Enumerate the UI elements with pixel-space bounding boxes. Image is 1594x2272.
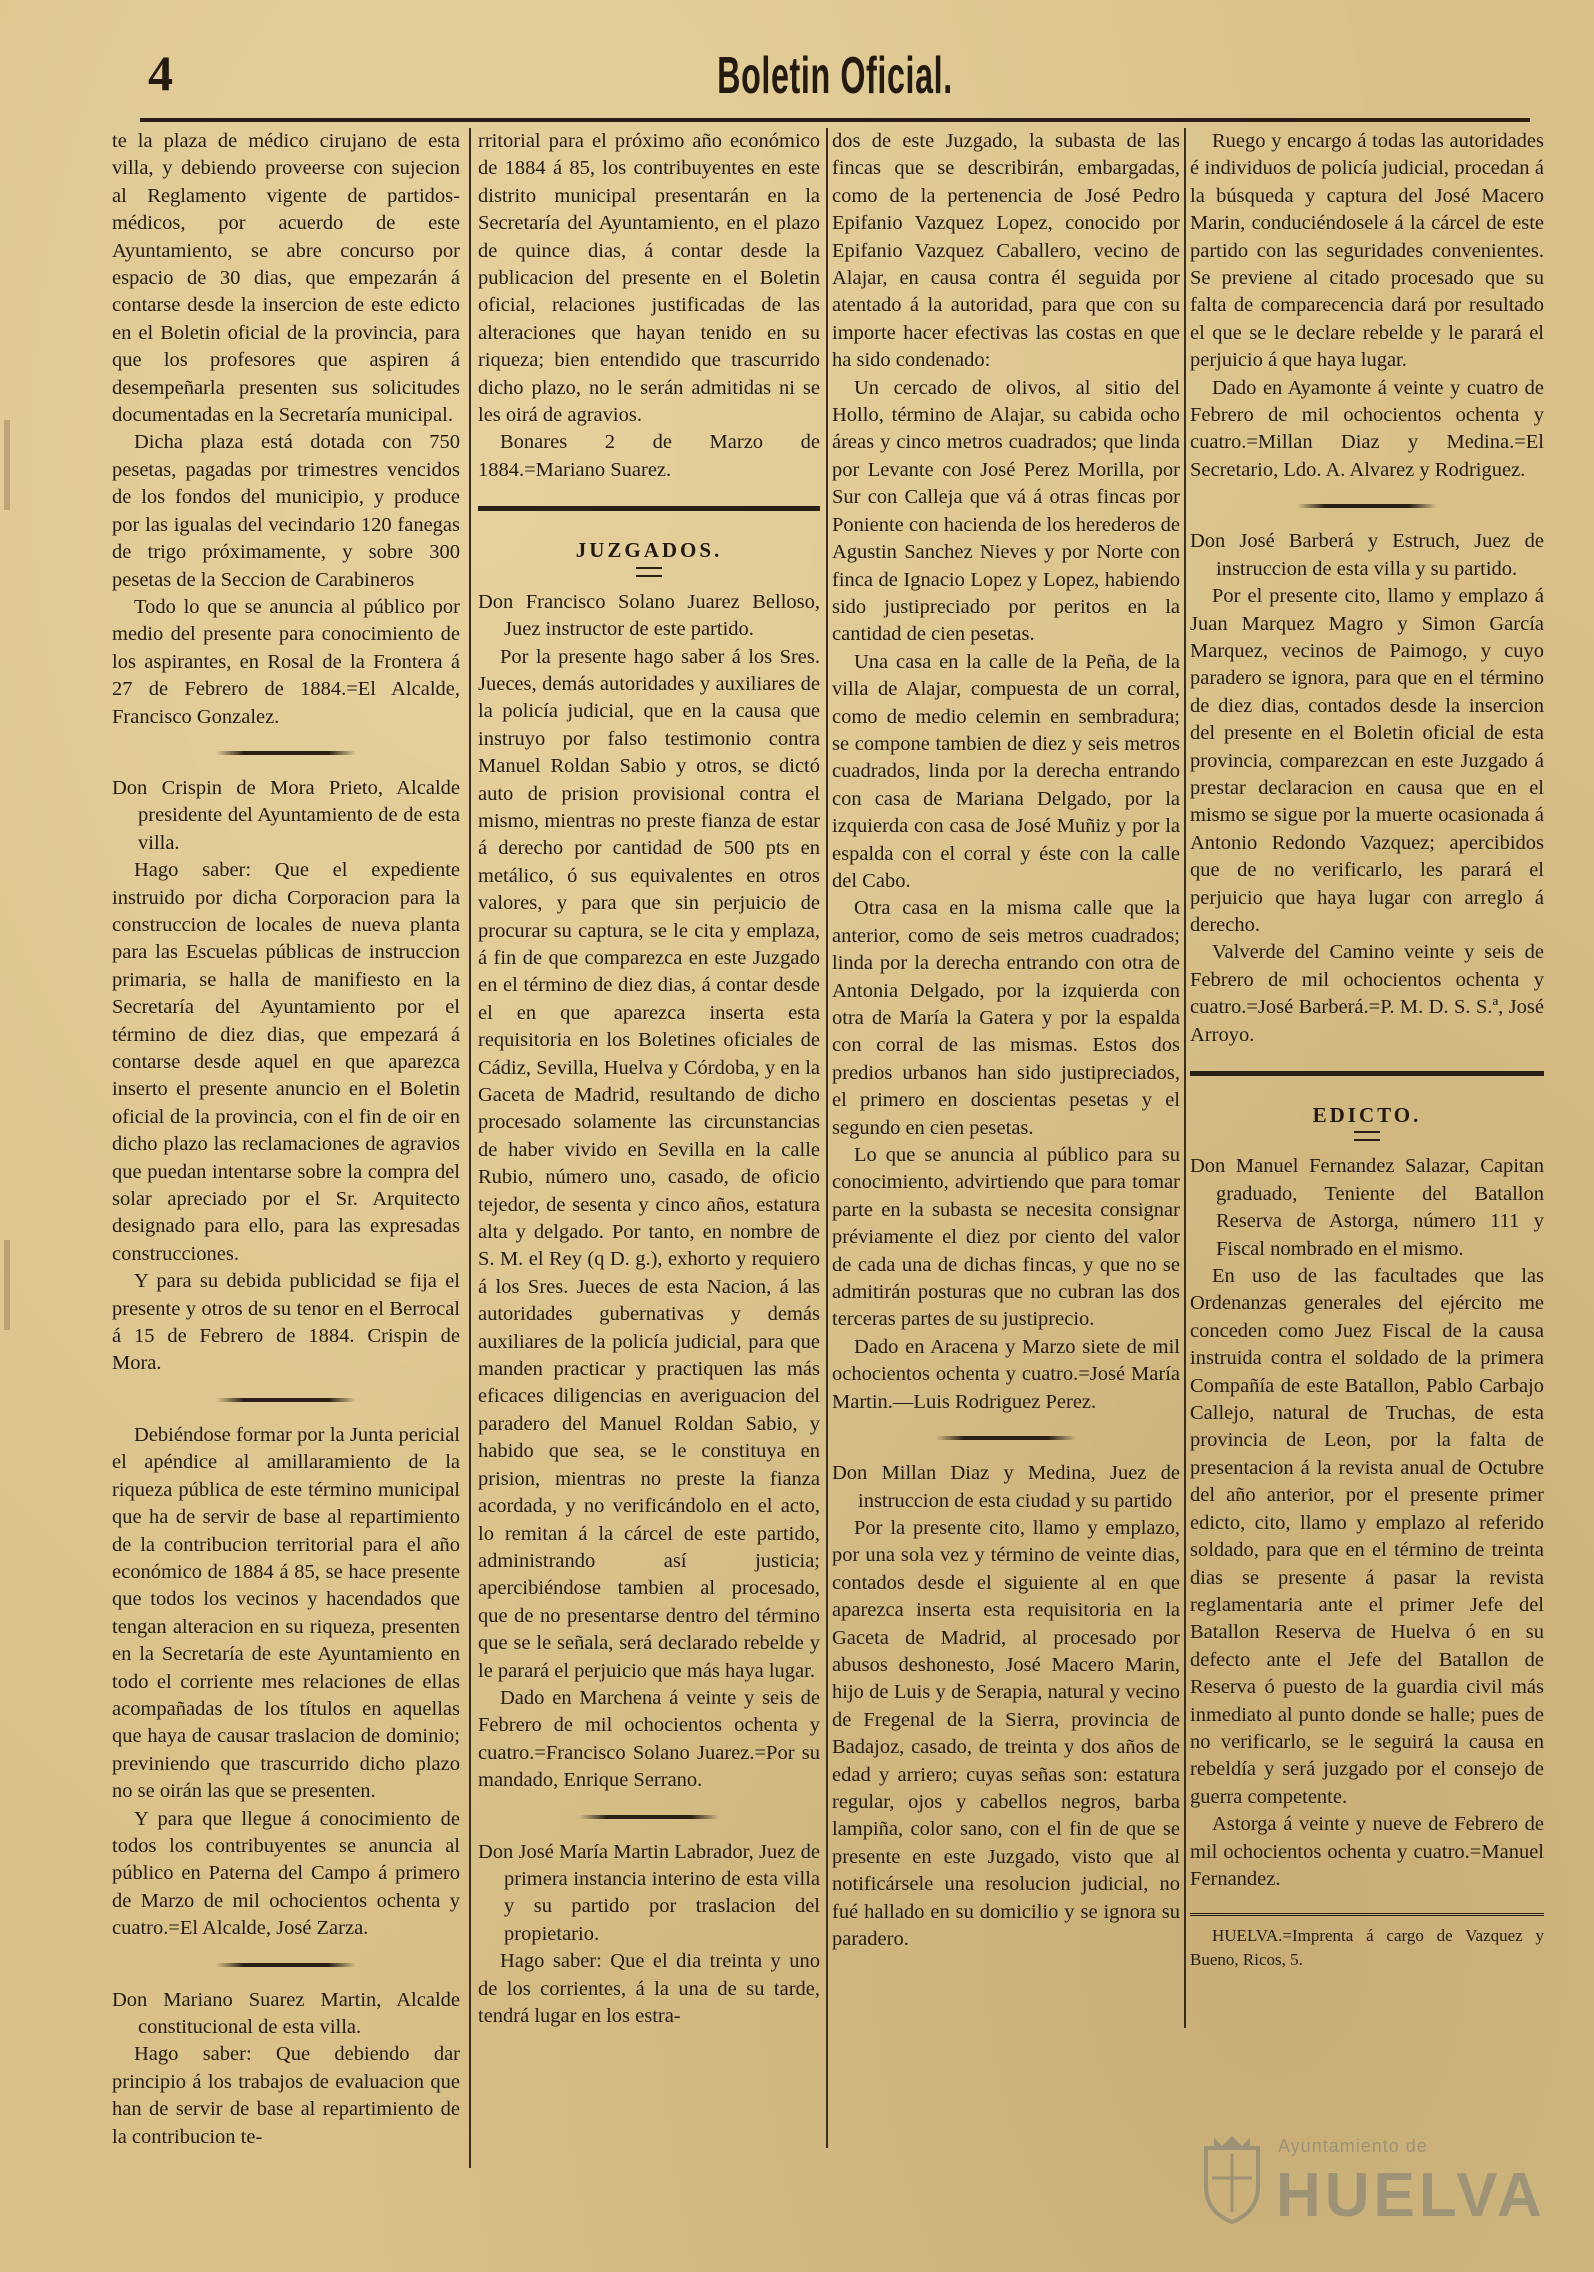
notice-heading: Don José María Martin Labrador, Juez de primera instancia interino de esta villa y su partido por traslacion del propietario. <box>478 1840 820 1945</box>
notice-heading: Don Crispin de Mora Prieto, Alcalde presidente del Ayuntamiento de de esta villa. <box>112 776 460 854</box>
watermark-subtitle: Ayuntamiento de <box>1278 2136 1428 2156</box>
archive-watermark <box>1200 2130 1546 2240</box>
separator-rule <box>936 1436 1076 1440</box>
watermark-title: HUELVA <box>1276 2161 1546 2230</box>
paragraph: Una casa en la calle de la Peña, de la villa de Alajar, compuesta de un corral, como de medio celemin en sembradura; se compone tambien de diez y seis metros cuadrados, linda por la derecha entrando con casa de Mariana Delgado, por la izquierda con casa de José Muñiz y por la espalda con el corral y éste con la calle del Cabo. <box>832 650 1180 892</box>
paragraph: Por el presente cito, llamo y emplazo á Juan Marquez Magro y Simon García Marquez, vecinos de Paimogo, y cuyo paradero se ignora, para que en el término de diez dias, contados desde la insercion del presente en el Boletin oficial de esta provincia, comparezcan en este Juzgado á prestar declaracion en causa que en el mismo se sigue por la muerte ocasionada á Antonio Redondo Vazquez; apercibidos que de no verificarlo, les parará el perjuicio que haya lugar con arreglo á derecho. <box>1190 585 1544 936</box>
paragraph: Hago saber: Que el expediente instruido por dicha Corporacion para la construccion de locales de nueva planta para las Escuelas públicas de instruccion primaria, se halla de manifiesto en la Secretaría del Ayuntamiento por el término de diez dias, que empezará á contarse desde aquel en que aparezca inserto el presente anuncio en el Boletin oficial de la provincia, con el fin de oir en dicho plazo las reclamaciones de agravios que puedan intentarse sobre la compra del solar apreciado por el Sr. Arquitecto designado para ello, para las expresadas construcciones. <box>112 859 460 1265</box>
paragraph: Hago saber: Que debiendo dar principio á los trabajos de evaluacion que han de servir de base al repartimiento de la contribucion te- <box>112 2043 460 2148</box>
title-ornament <box>1354 1131 1380 1141</box>
separator-rule <box>216 1963 356 1967</box>
paragraph: Dado en Marchena á veinte y seis de Febrero de mil ochocientos ochenta y cuatro.=Francisco Solano Juarez.=Por su mandado, Enrique Serrano. <box>478 1686 820 1792</box>
imprint-rule <box>1190 1913 1544 1916</box>
paragraph: En uso de las facultades que las Ordenanzas generales del ejército me conceden como Juez Fiscal de la causa instruida contra el soldado de la primera Compañía de este Batallon, Pablo Carbajo Callejo, natural de Truchas, de esta provincia de Leon, por la falta de presentacion á la revista anual de Octubre del año anterior, por el presente primer edicto, cito, llamo y emplazo al referido soldado, para que en el término de treinta dias se presente á pasar la revista reglamentaria ante el primer Jefe del Batallon Reserva de Huelva ó en su defecto ante el Jefe del Batallon de Reserva ó puesto de la guardia civil más inmediato al punto donde se halle; pues de no verificarlo, se le seguirá la causa en rebeldía y será juzgado por el consejo de guerra competente. <box>1190 1265 1544 1808</box>
paragraph: dos de este Juzgado, la subasta de las fincas que se describirán, embargadas, como de la pertenencia de José Pedro Epifanio Vazquez Lopez, conocido por Epifanio Vazquez Caballero, vecino de Alajar, en causa contra él seguida por atentado á la autoridad, para que con su importe hacer efectivas las costas en que ha sido condenado: <box>832 130 1180 372</box>
paragraph: Astorga á veinte y nueve de Febrero de mil ochocientos ochenta y cuatro.=Manuel Fernandez. <box>1190 1813 1544 1890</box>
paragraph: Ruego y encargo á todas las autoridades é individuos de policía judicial, procedan á la búsqueda y captura del José Macero Marin, conduciéndosele á la cárcel de este partido con las seguridades convenientes. Se previene al citado procesado que su falta de comparecencia dará por resultado el que se le declare rebelde y le parará el perjuicio á que haya lugar. <box>1190 130 1544 372</box>
paragraph: Y para que llegue á conocimiento de todos los contribuyentes se anuncia al público en Paterna del Campo á primero de Marzo de mil ochocientos ochenta y cuatro.=El Alcalde, José Zarza. <box>112 1807 460 1940</box>
printer-imprint: HUELVA.=Imprenta á cargo de Vazquez y Bueno, Ricos, 5. <box>1190 1926 1544 1970</box>
column-rule <box>1184 128 1186 2028</box>
paragraph: Dicha plaza está dotada con 750 pesetas, pagadas por trimestres vencidos de los fondos del municipio, y produce por las igualas del vecindario 120 fanegas de trigo próximamente, y sobre 300 pesetas de la Seccion de Carabineros <box>112 431 460 591</box>
column-rule <box>826 128 828 2148</box>
paragraph: Y para su debida publicidad se fija el presente y otros de su tenor en el Berrocal á 15 de Febrero de 1884. Crispin de Mora. <box>112 1270 460 1375</box>
paragraph: te la plaza de médico cirujano de esta villa, y debiendo proveerse con sujecion al Reglamento vigente de partidos-médicos, por acuerdo de este Ayuntamiento, se abre concurso por espacio de 30 dias, que empezarán á contarse desde la insercion de este edicto en el Boletin oficial de la provincia, para que los profesores que aspiren á desempeñarla presenten sus solicitudes documentadas en la Secretaría municipal. <box>112 130 460 427</box>
paragraph: Bonares 2 de Marzo de 1884.=Mariano Suarez. <box>478 431 820 481</box>
separator-rule <box>1297 504 1437 508</box>
notice-heading: Don Millan Diaz y Medina, Juez de instruccion de esta ciudad y su partido <box>832 1462 1180 1512</box>
column-3 <box>832 128 1180 2148</box>
separator-rule <box>216 1398 356 1402</box>
column-2 <box>478 128 820 2148</box>
title-ornament <box>636 567 662 577</box>
section-title-edicto: EDICTO. <box>1312 1103 1422 1127</box>
paragraph: Dado en Ayamonte á veinte y cuatro de Febrero de mil ochocientos ochenta y cuatro.=Millan Diaz y Medina.=El Secretario, Ldo. A. Alvarez y Rodriguez. <box>1190 376 1544 481</box>
page-stain <box>4 420 10 510</box>
paragraph: Todo lo que se anuncia al público por medio del presente para conocimiento de los aspirantes, en Rosal de la Frontera á 27 de Febrero de 1884.=El Alcalde, Francisco Gonzalez. <box>112 595 460 728</box>
page-number: 4 <box>148 45 173 101</box>
paragraph: Otra casa en la misma calle que la anterior, como de seis metros cuadrados; linda por la derecha entrando con otra de Antonia Delgado, por la izquierda con otra de María la Gatera y por la espalda con corral de las mismas. Estos dos predios urbanos han sido justipreciados, el primero en doscientas pesetas y el segundo en cien pesetas. <box>832 897 1180 1139</box>
paragraph: Lo que se anuncia al público para su conocimiento, advirtiendo que para tomar parte en la subasta se necesita consignar préviamente el diez por ciento del valor de cada una de dichas fincas, y que no se admitirán posturas que no cubran las dos terceras partes de su justiprecio. <box>832 1144 1180 1331</box>
coat-of-arms-icon <box>1200 2134 1264 2224</box>
separator-rule <box>579 1815 719 1819</box>
journal-title: Boletin Oficial. <box>717 47 953 105</box>
notice-heading: Don José Barberá y Estruch, Juez de instruccion de esta villa y su partido. <box>1190 530 1544 580</box>
paragraph: Un cercado de olivos, al sitio del Hollo, término de Alajar, su cabida ocho áreas y cinco metros cuadrados; que linda por Levante con José Perez Morilla, por Sur con Calleja que vá á otras fincas por Poniente con hacienda de los herederos de Agustin Sanchez Nieves y por Norte con finca de Ignacio Lopez y Lopez, habiendo sido justipreciado por peritos en la cantidad de cien pesetas. <box>832 376 1180 646</box>
section-title-juzgados: JUZGADOS. <box>575 538 723 563</box>
page-stain <box>4 1240 10 1330</box>
paragraph: Por la presente cito, llamo y emplazo, por una sola vez y término de veinte dias, contados desde el siguiente al en que aparezca inserta esta requisitoria en la Gaceta de Madrid, al procesado por abusos deshonesto, José Macero Marin, hijo de Luis y de Serapia, natural y vecino de Fregenal de la Sierra, provincia de Badajoz, casado, de treinta y dos años de edad y arriero; cuyas señas son: estatura regular, ojos y cabellos negros, barba lampiña, color sano, con el fin de que se presente en este Juzgado, visto que al notificársele una resolucion judicial, no fué hallado en su domicilio y se ignora su paradero. <box>832 1516 1180 1950</box>
notice-heading: Don Mariano Suarez Martin, Alcalde constitucional de esta villa. <box>112 1988 460 2038</box>
paragraph: Por la presente hago saber á los Sres. Jueces, demás autoridades y auxiliares de la policía judicial, que en la causa que instruyo por falso testimonio contra Manuel Roldan Sabio y otros, se dictó auto de prision provisional contra el mismo, mientras no preste fianza de estar á derecho por cantidad de 500 pts en metálico, ó sus equivalentes en otros valores, y para que sin perjuicio de procurar su captura, se le cita y emplaza, á fin de que comparezca en este Juzgado en el término de diez dias, á contar desde el en que aparezca inserta esta requisitoria en los Boletines oficiales de Cádiz, Sevilla, Huelva y Córdoba, y en la Gaceta de Madrid, resultando de dicho procesado solamente las circunstancias de haber vivido en Sevilla en la calle Rubio, número uno, casado, de oficio tejedor, de sesenta y cinco años, estatura alta y delgado. Por tanto, en nombre de S. M. el Rey (q D. g.), exhorto y requiero á los Sres. Jueces de esta Nacion, á las autoridades gubernativas y demás auxiliares de la policía judicial, para que manden practicar y practiquen las más eficaces diligencias en averiguacion del paradero del Manuel Roldan Sabio, y habido que sea, se le constituya en prision, mientras no preste la fianza acordada, y no verificándolo en el acto, lo remitan á la cárcel de este partido, administrando así justicia; apercibiéndose tambien al procesado, que de no presentarse dentro del término que se le señala, será declarado rebelde y le parará el perjuicio que más haya lugar. <box>478 645 820 1682</box>
notice-heading: Don Manuel Fernandez Salazar, Capitan graduado, Teniente del Batallon Reserva de Astorga, número 111 y Fiscal nombrado en el mismo. <box>1190 1155 1544 1260</box>
paragraph: Hago saber: Que el dia treinta y uno de los corrientes, á la una de su tarde, tendrá lugar en los estra- <box>478 1950 820 2027</box>
column-rule <box>469 128 471 2168</box>
page-header <box>140 38 1530 122</box>
column-4 <box>1190 128 1544 2148</box>
column-1 <box>112 128 460 2148</box>
paragraph: Debiéndose formar por la Junta pericial el apéndice al amillaramiento de la riqueza pública de este término municipal que ha de servir de base al repartimiento de la contribucion territorial para el año económico de 1884 á 85, se hace presente que todos los vecinos y hacendados que tengan alteracion en su riqueza, presenten en la Secretaría de este Ayuntamiento en todo el corriente mes relaciones de ellas acompañadas de los títulos en aquellas que haya de causar traslacion de dominio; previniendo que trascurrido dicho plazo no se oirán las que se presenten. <box>112 1423 460 1803</box>
paragraph: Valverde del Camino veinte y seis de Febrero de mil ochocientos ochenta y cuatro.=José Barberá.=P. M. D. S. S.ª, José Arroyo. <box>1190 941 1544 1046</box>
section-rule <box>478 506 820 511</box>
section-rule <box>1190 1071 1544 1076</box>
notice-heading: Don Francisco Solano Juarez Belloso, Juez instructor de este partido. <box>478 590 820 641</box>
paragraph: rritorial para el próximo año económico de 1884 á 85, los contribuyentes en este distrito municipal presentarán en la Secretaría del Ayuntamiento, en el plazo de quince dias, á contar desde la publicacion del presente en el Boletin oficial, relaciones justificadas de las alteraciones que hayan tenido en su riqueza; bien entendido que trascurrido dicho plazo, no le serán admitidas ni se les oirá de agravios. <box>478 130 820 427</box>
paragraph: Dado en Aracena y Marzo siete de mil ochocientos ochenta y cuatro.=José María Martin.—Luis Rodriguez Perez. <box>832 1335 1180 1413</box>
separator-rule <box>216 751 356 755</box>
